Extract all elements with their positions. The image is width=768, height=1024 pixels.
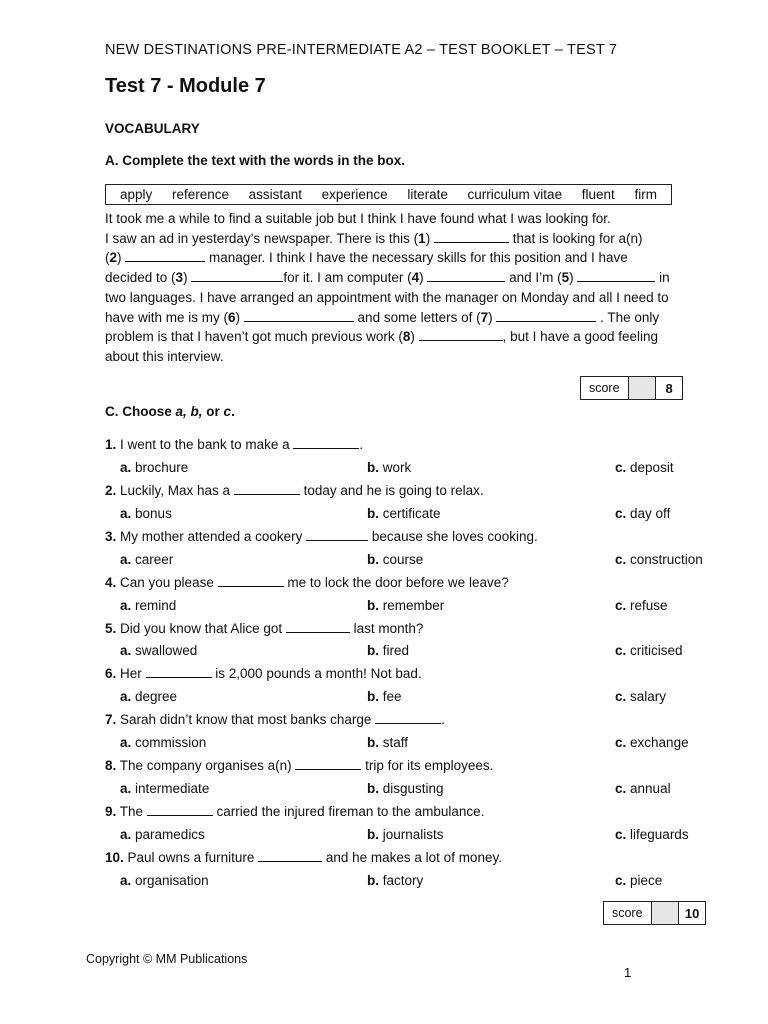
gap-number: 3 [175, 270, 184, 286]
answer-blank[interactable] [496, 310, 596, 322]
answer-blank[interactable] [218, 575, 284, 587]
question-stem [105, 666, 725, 689]
question-stem [105, 621, 725, 644]
question-text: Her [116, 666, 146, 682]
question-text: because she loves cooking. [368, 528, 538, 544]
passage-line [105, 248, 695, 268]
option-a[interactable] [120, 643, 197, 658]
option-text: organisation [135, 872, 209, 888]
option-letter: b. [367, 781, 379, 797]
score-label: score [604, 902, 652, 924]
option-b[interactable] [367, 689, 402, 704]
question-number: 3. [105, 528, 117, 544]
option-letter: c. [615, 827, 627, 843]
option-letter: b. [367, 872, 379, 888]
section-heading: VOCABULARY [105, 121, 200, 136]
instr-end: . [231, 404, 235, 419]
option-text: construction [630, 551, 703, 567]
option-letter: b. [367, 643, 379, 659]
question-text: is 2,000 pounds a month! Not bad. [211, 666, 422, 682]
option-c[interactable] [615, 460, 674, 475]
score-max: 10 [684, 905, 700, 921]
question-stem [105, 575, 725, 598]
option-a[interactable] [120, 873, 209, 888]
option-letter: b. [367, 689, 379, 705]
answer-options [105, 598, 725, 621]
option-c[interactable] [615, 598, 668, 613]
option-letter: c. [615, 781, 627, 797]
question-number: 9. [105, 804, 117, 820]
option-text: swallowed [135, 643, 198, 659]
gap-number: 6 [228, 309, 236, 325]
option-text: degree [135, 689, 178, 705]
option-text: course [382, 551, 424, 567]
passage-text: ) [419, 270, 428, 286]
answer-blank[interactable] [191, 270, 283, 282]
option-c[interactable] [615, 552, 703, 567]
option-b[interactable] [367, 506, 441, 521]
option-c[interactable] [615, 827, 689, 842]
instr-last: c [223, 404, 232, 419]
answer-options [105, 552, 725, 575]
question-number: 6. [105, 666, 117, 682]
page-number: 1 [624, 965, 632, 980]
passage-text: It took me a while to find a suitable job but I think I have found what I was looking for. [105, 211, 611, 226]
question-number: 1. [105, 437, 117, 452]
option-a[interactable] [120, 552, 173, 567]
passage-text: , but I have a good feeling [502, 329, 659, 345]
option-b[interactable] [367, 873, 423, 888]
score-box-c [603, 901, 706, 925]
option-text: career [135, 551, 174, 567]
option-a[interactable] [120, 827, 205, 842]
question-list [105, 437, 725, 896]
answer-options [105, 506, 725, 529]
answer-blank[interactable] [125, 250, 205, 262]
word-box-item: firm [634, 187, 657, 202]
option-letter: b. [367, 735, 379, 751]
answer-blank[interactable] [419, 329, 503, 341]
answer-blank[interactable] [375, 712, 441, 724]
answer-blank[interactable] [293, 437, 359, 449]
option-text: day off [630, 505, 671, 521]
question-text: . [359, 437, 364, 452]
option-c[interactable] [615, 873, 662, 888]
gap-number: 7 [480, 309, 489, 325]
option-c[interactable] [615, 735, 689, 750]
passage-text: ( [105, 250, 110, 266]
passage-text: ) [183, 270, 192, 286]
option-text: exchange [630, 735, 689, 751]
option-b[interactable] [367, 827, 444, 842]
question-text: Sarah didn’t know that most banks charge [116, 712, 376, 728]
option-letter: b. [367, 827, 379, 843]
score-entry-cell[interactable] [629, 377, 657, 399]
option-b[interactable] [367, 781, 444, 796]
option-b[interactable] [367, 735, 408, 750]
exercise-a-instruction: A. Complete the text with the words in the box. [105, 153, 406, 168]
option-letter: a. [120, 781, 132, 797]
question-text: last month? [349, 620, 424, 636]
question-stem [105, 712, 725, 735]
score-label: score [581, 377, 629, 399]
gap-number: 4 [411, 270, 420, 286]
passage-text: problem is that I haven’t got much previous work ( [105, 329, 403, 345]
word-box [105, 184, 672, 205]
question-stem [105, 483, 725, 506]
option-c[interactable] [615, 781, 671, 796]
answer-options [105, 827, 725, 850]
question-stem [105, 529, 725, 552]
gap-number: 8 [402, 329, 411, 345]
question-number: 4. [105, 574, 117, 590]
score-max: 8 [665, 380, 673, 396]
option-letter: c. [615, 551, 627, 567]
option-b[interactable] [367, 552, 423, 567]
question-number: 2. [105, 482, 117, 498]
answer-blank[interactable] [234, 483, 300, 495]
passage-text: ) [117, 250, 126, 266]
question-text: My mother attended a cookery [116, 528, 307, 544]
question-stem [105, 437, 725, 460]
option-letter: b. [367, 597, 379, 613]
answer-blank[interactable] [427, 270, 505, 282]
option-letter: b. [367, 505, 379, 521]
option-letter: b. [367, 459, 379, 475]
option-text: journalists [382, 827, 444, 843]
passage-line [105, 268, 695, 288]
answer-blank[interactable] [286, 621, 350, 633]
option-letter: a. [120, 505, 132, 521]
answer-options [105, 873, 725, 896]
option-text: lifeguards [630, 827, 689, 843]
option-text: refuse [630, 597, 668, 613]
option-letter: c. [615, 872, 627, 888]
passage-text: ) [235, 309, 244, 325]
passage-text: ) [425, 230, 434, 246]
option-text: brochure [135, 459, 189, 475]
option-text: paramedics [135, 827, 205, 843]
question-text: The [116, 804, 147, 820]
option-letter: c. [615, 689, 627, 705]
question-text: today and he is going to relax. [299, 482, 484, 498]
word-box-item: apply [120, 187, 153, 202]
passage-text: ) [569, 270, 578, 286]
option-letter: a. [120, 459, 132, 475]
option-letter: a. [120, 643, 132, 659]
passage-line [105, 288, 695, 308]
option-text: bonus [135, 505, 172, 521]
option-b[interactable] [367, 460, 411, 475]
option-text: commission [135, 735, 207, 751]
option-letter: c. [615, 459, 627, 475]
test-title: Test 7 - Module 7 [105, 75, 266, 97]
passage-text: decided to ( [105, 270, 176, 286]
option-text: salary [630, 689, 667, 705]
question-text: Can you please [116, 574, 218, 590]
answer-options [105, 460, 725, 483]
option-letter: a. [120, 827, 132, 843]
passage-text: about this interview. [105, 348, 224, 364]
option-b[interactable] [367, 643, 409, 658]
option-text: criticised [630, 643, 683, 659]
word-box-item: reference [171, 187, 229, 202]
question-text: me to lock the door before we leave? [283, 574, 509, 590]
question-text: . [441, 712, 445, 728]
option-text: remind [135, 597, 177, 613]
answer-blank[interactable] [295, 758, 361, 770]
option-a[interactable] [120, 506, 172, 521]
option-letter: a. [120, 551, 132, 567]
option-text: work [382, 459, 412, 475]
question-number: 5. [105, 620, 117, 636]
passage-text: ) [410, 329, 419, 345]
option-text: annual [630, 781, 671, 797]
instr-or: or [202, 404, 224, 419]
answer-blank[interactable] [306, 529, 368, 541]
option-text: certificate [382, 505, 441, 521]
exercise-c-instruction [105, 404, 235, 419]
question-text: trip for its employees. [361, 758, 494, 774]
passage-text: I saw an ad in yesterday’s newspaper. There is this ( [105, 230, 419, 246]
question-number: 8. [105, 758, 117, 774]
option-letter: a. [120, 689, 132, 705]
answer-options [105, 781, 725, 804]
option-c[interactable] [615, 689, 666, 704]
option-b[interactable] [367, 598, 444, 613]
word-box-item: fluent [581, 187, 615, 202]
option-a[interactable] [120, 460, 188, 475]
option-letter: b. [367, 551, 379, 567]
question-text: The company organises a(n) [116, 758, 296, 774]
running-header: NEW DESTINATIONS PRE-INTERMEDIATE A2 – TEST BOOKLET – TEST 7 [105, 42, 618, 58]
option-letter: a. [120, 872, 132, 888]
question-stem [105, 804, 725, 827]
option-letter: c. [615, 505, 627, 521]
option-c[interactable] [615, 643, 683, 658]
word-box-item: assistant [248, 187, 302, 202]
answer-blank[interactable] [244, 310, 354, 322]
question-stem [105, 758, 725, 781]
answer-blank[interactable] [577, 270, 655, 282]
question-text: carried the injured fireman to the ambulance. [212, 804, 485, 820]
question-text: Luckily, Max has a [116, 482, 234, 498]
option-letter: c. [615, 735, 627, 751]
answer-options [105, 735, 725, 758]
option-a[interactable] [120, 689, 177, 704]
passage-line [105, 308, 695, 328]
question-text: Paul owns a furniture [123, 850, 259, 866]
option-text: deposit [630, 459, 674, 475]
question-text: Did you know that Alice got [116, 620, 286, 636]
instr-options: a, b, [175, 404, 203, 419]
passage-text: have with me is my ( [105, 309, 229, 325]
passage-text: for it. I am computer ( [283, 270, 412, 286]
option-a[interactable] [120, 781, 209, 796]
instr-prefix: C. Choose [105, 404, 176, 419]
gap-number: 5 [561, 270, 570, 286]
passage-text: two languages. I have arranged an appointment with the manager on Monday and all I need to [105, 289, 669, 305]
option-letter: a. [120, 597, 132, 613]
question-stem [105, 850, 725, 873]
question-number: 10. [105, 850, 124, 866]
answer-blank[interactable] [146, 666, 212, 678]
score-box-a [580, 376, 683, 400]
option-a[interactable] [120, 598, 176, 613]
passage-text: and some letters of ( [353, 309, 481, 325]
option-letter: a. [120, 735, 132, 751]
passage-line [105, 347, 695, 367]
passage-text: and I’m ( [505, 270, 562, 286]
option-a[interactable] [120, 735, 206, 750]
option-letter: c. [615, 597, 627, 613]
exercise-a-passage [105, 209, 695, 367]
gap-number: 1 [418, 230, 426, 246]
option-text: remember [382, 597, 445, 613]
option-text: fee [382, 689, 402, 705]
passage-text: in [655, 270, 670, 286]
passage-line [105, 209, 695, 229]
answer-blank[interactable] [147, 804, 213, 816]
passage-line [105, 327, 695, 347]
word-box-item: experience [321, 187, 388, 202]
passage-text: that is looking for a(n) [508, 230, 643, 246]
question-text: and he makes a lot of money. [322, 850, 502, 866]
score-entry-cell[interactable] [652, 902, 680, 924]
option-text: factory [382, 872, 424, 888]
answer-blank[interactable] [434, 231, 509, 243]
passage-text: . The only [596, 309, 660, 325]
passage-text: manager. I think I have the necessary skills for this position and I have [205, 250, 628, 266]
option-text: piece [630, 872, 663, 888]
option-text: fired [382, 643, 410, 659]
word-box-item: curriculum vitae [467, 187, 563, 202]
copyright: Copyright © MM Publications [86, 952, 248, 966]
word-box-item: literate [407, 187, 448, 202]
answer-blank[interactable] [258, 850, 322, 862]
question-number: 7. [105, 712, 117, 728]
question-text: I went to the bank to make a [116, 437, 294, 452]
option-c[interactable] [615, 506, 670, 521]
option-letter: c. [615, 643, 627, 659]
gap-number: 2 [109, 250, 118, 266]
option-text: staff [382, 735, 409, 751]
option-text: intermediate [135, 781, 210, 797]
option-text: disgusting [382, 781, 444, 797]
answer-options [105, 643, 725, 666]
passage-line [105, 229, 695, 249]
answer-options [105, 689, 725, 712]
passage-text: ) [488, 309, 497, 325]
